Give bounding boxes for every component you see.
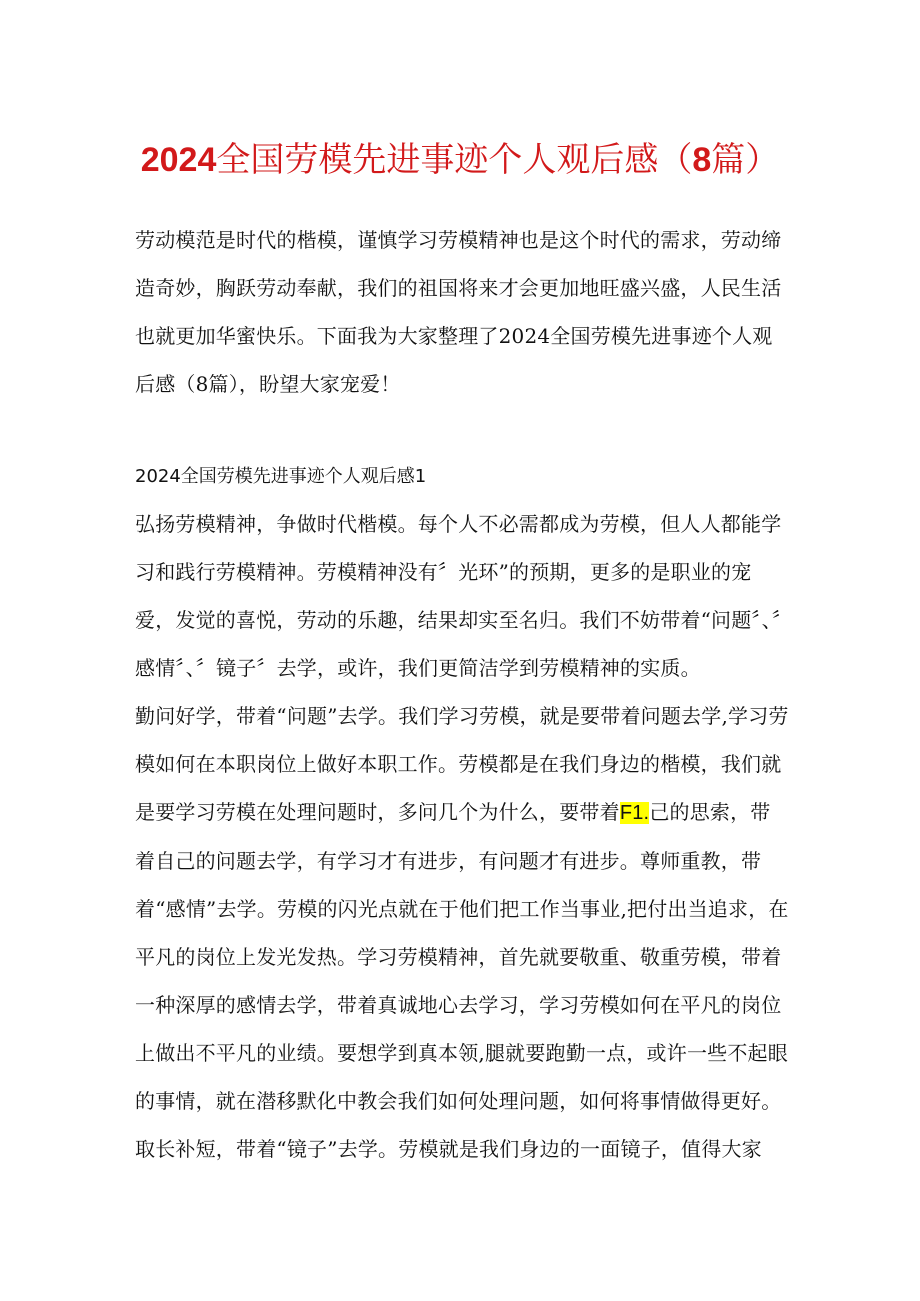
paragraph-2-part-b: 己的思索，带着自己的问题去学，有学习才有进步，有问题才有进步。尊师重教，带着“感情”去学。劳模的闪光点就在于他们把工作当事业,把付出当追求，在平凡的岗位上发光发热。学习劳模精神，首先就要敬重、敬重劳模，带着一种深厚的感情去学，带着真诚地心去学习，学习劳模如何在平凡的岗位上做出不平凡的业绩。要想学到真本领,腿就要跑勤一点，或许一些不起眼的事情，就在潜移默化中教会我们如何处理问题，如何将事情做得更好。 <box>135 800 789 1113</box>
title-suffix: 篇） <box>711 140 780 180</box>
paragraph-2 <box>135 692 790 1125</box>
page-title <box>0 138 920 182</box>
paragraph-3: 取长补短，带着“镜子”去学。劳模就是我们身边的一面镜子，值得大家 <box>135 1137 762 1161</box>
section-heading: 2024全国劳模先进事迹个人观后感1 <box>135 466 427 487</box>
paragraph-1: 弘扬劳模精神，争做时代楷模。每个人不必需都成为劳模，但人人都能学习和践行劳模精神。劳模精神没有〞光环”的预期，更多的是职业的宠爱，发觉的喜悦，劳动的乐趣，结果却实至名归。我们不妨带着“问题〞、〞感情〞、〞镜子〞去学，或许，我们更简洁学到劳模精神的实质。 <box>135 512 783 680</box>
title-count: 8 <box>692 141 712 179</box>
paragraph-2-part-a: 勤问好学，带着“问题”去学。我们学习劳模，就是要带着问题去学,学习劳模如何在本职岗位上做好本职工作。劳模都是在我们身边的楷模，我们就是要学习劳模在处理问题时，多问几个为什么，要带着 <box>135 704 789 824</box>
title-main: 全国劳模先进事迹个人观后感（ <box>216 140 693 180</box>
title-year: 2024 <box>140 141 217 179</box>
section-content <box>135 500 790 1173</box>
highlighted-text: F1. <box>619 802 650 824</box>
intro-paragraph: 劳动模范是时代的楷模，谨慎学习劳模精神也是这个时代的需求，劳动缔造奇妙，胸跃劳动奉献，我们的祖国将来才会更加地旺盛兴盛，人民生活也就更加华蜜快乐。下面我为大家整理了2024全国劳模先进事迹个人观后感（8篇），盼望大家宠爱！ <box>135 228 782 396</box>
